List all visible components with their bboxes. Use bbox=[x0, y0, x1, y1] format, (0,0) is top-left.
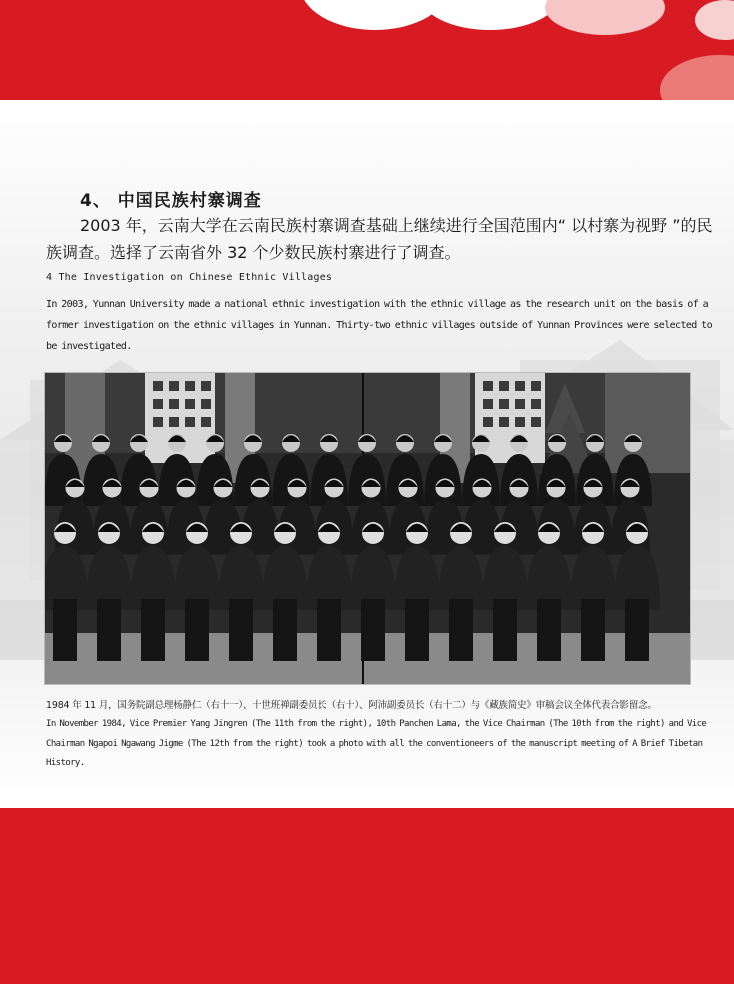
person-legs bbox=[185, 599, 209, 661]
person-legs bbox=[273, 599, 297, 661]
person-legs bbox=[53, 599, 77, 661]
person-legs bbox=[97, 599, 121, 661]
english-paragraph: In 2003, Yunnan University made a national ethnic investigation with the ethnic village as the research unit on the basis of a former investigation on the ethnic villages in Yunnan. Thirty-two ethnic villages outside of Yunnan Provinces were selected to be investigated. bbox=[46, 299, 712, 352]
person-legs bbox=[581, 599, 605, 661]
chinese-paragraph: 2003 年，云南大学在云南民族村寨调查基础上继续进行全国范围内“ 以村寨为视野 ”的民族调查。选择了云南省外 32 个少数民族村寨进行了调查。 bbox=[46, 216, 713, 262]
top-red-band bbox=[0, 0, 734, 100]
cloud-decoration bbox=[420, 0, 560, 30]
photo-caption-english: In November 1984, Vice Premier Yang Jingren (The 11th from the right), 10th Panchen Lama, the Vice Chairman (The 10th from the right) and Vice Chairman Ngapoi Ngawang Jigme (The 12th from the right) took a photo with all the conventioneers of the manuscript meeting of A Brief Tibetan History. bbox=[46, 719, 707, 768]
person-legs bbox=[449, 599, 473, 661]
cloud-decoration bbox=[660, 55, 734, 100]
cloud-decoration bbox=[695, 0, 734, 40]
person-legs bbox=[537, 599, 561, 661]
section-heading: 4、 中国民族村寨调查 bbox=[80, 191, 262, 211]
person-legs bbox=[405, 599, 429, 661]
english-section-title: 4 The Investigation on Chinese Ethnic Villages bbox=[46, 272, 333, 283]
person-legs bbox=[317, 599, 341, 661]
photo-caption-chinese: 1984 年 11 月，国务院副总理杨静仁（右十一）、十世班禅副委员长（右十）、阿沛副委员长（右十二）与《藏族简史》审稿会议全体代表合影留念。 bbox=[46, 700, 657, 711]
bottom-red-band bbox=[0, 808, 734, 984]
person-legs bbox=[625, 599, 649, 661]
person-legs bbox=[229, 599, 253, 661]
person-legs bbox=[141, 599, 165, 661]
person-legs bbox=[493, 599, 517, 661]
group-photograph bbox=[44, 372, 691, 685]
group-photo-image bbox=[45, 373, 690, 684]
person-legs bbox=[361, 599, 385, 661]
cloud-decoration bbox=[545, 0, 665, 35]
